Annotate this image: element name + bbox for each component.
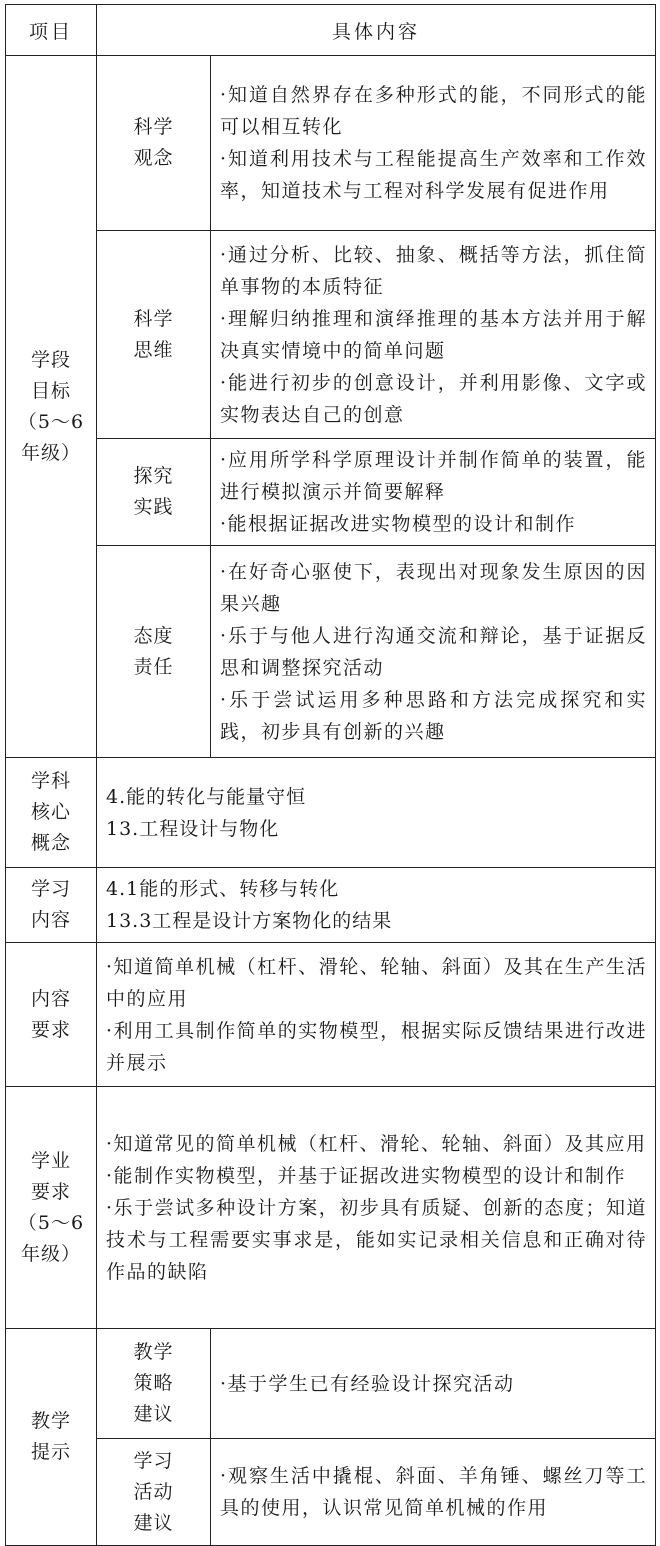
sublabel-science-concept: 科学 观念 (97, 56, 211, 231)
core-concepts-row (6, 758, 656, 868)
content-teaching-strategy: ·基于学生已有经验设计探究活动 (211, 1329, 656, 1439)
tips-row-learning-activity (6, 1439, 656, 1546)
academic-requirements-row (6, 1087, 656, 1329)
header-item: 项目 (6, 5, 97, 56)
learning-content-label: 学习 内容 (6, 868, 97, 943)
goal-row-science-concept (6, 56, 656, 231)
sublabel-teaching-strategy: 教学 策略 建议 (97, 1329, 211, 1439)
learning-content-content: 4.1能的形式、转移与转化 13.3工程是设计方案物化的结果 (97, 868, 656, 943)
stage-goals-label: 学段 目标 （5～6 年级） (6, 56, 97, 758)
curriculum-table (5, 4, 656, 1546)
goal-row-science-thinking (6, 231, 656, 439)
content-learning-activity: ·观察生活中撬棍、斜面、羊角锤、螺丝刀等工具的使用，认识常见简单机械的作用 (211, 1439, 656, 1546)
sublabel-science-thinking: 科学 思维 (97, 231, 211, 439)
academic-requirements-content: ·知道常见的简单机械（杠杆、滑轮、轮轴、斜面）及其应用 ·能制作实物模型，并基于证据改进实物模型的设计和制作 ·乐于尝试多种设计方案，初步具有质疑、创新的态度；知道技术与工程需要实事求是，能如实记录相关信息和正确对待作品的缺陷 (97, 1087, 656, 1329)
content-science-concept: ·知道自然界存在多种形式的能，不同形式的能可以相互转化 ·知道利用技术与工程能提高生产效率和工作效率，知道技术与工程对科学发展有促进作用 (211, 56, 656, 231)
sublabel-learning-activity: 学习 活动 建议 (97, 1439, 211, 1546)
tips-row-teaching-strategy (6, 1329, 656, 1439)
content-attitude-responsibility: ·在好奇心驱使下，表现出对现象发生原因的因果兴趣 ·乐于与他人进行沟通交流和辩论，基于证据反思和调整探究活动 ·乐于尝试运用多种思路和方法完成探究和实践，初步具有创新的兴趣 (211, 546, 656, 758)
academic-requirements-label: 学业 要求 （5～6 年级） (6, 1087, 97, 1329)
header-content: 具体内容 (97, 5, 656, 56)
content-inquiry-practice: ·应用所学科学原理设计并制作简单的装置，能进行模拟演示并简要解释 ·能根据证据改进实物模型的设计和制作 (211, 439, 656, 546)
goal-row-attitude-responsibility (6, 546, 656, 758)
sublabel-attitude-responsibility: 态度 责任 (97, 546, 211, 758)
core-concepts-label: 学科 核心 概念 (6, 758, 97, 868)
core-concepts-content: 4.能的转化与能量守恒 13.工程设计与物化 (97, 758, 656, 868)
sublabel-inquiry-practice: 探究 实践 (97, 439, 211, 546)
content-requirements-content: ·知道简单机械（杠杆、滑轮、轮轴、斜面）及其在生产生活中的应用 ·利用工具制作简单的实物模型，根据实际反馈结果进行改进并展示 (97, 943, 656, 1087)
teaching-tips-label: 教学 提示 (6, 1329, 97, 1546)
goal-row-inquiry-practice (6, 439, 656, 546)
content-science-thinking: ·通过分析、比较、抽象、概括等方法，抓住简单事物的本质特征 ·理解归纳推理和演绎推理的基本方法并用于解决真实情境中的简单问题 ·能进行初步的创意设计，并利用影像、文字或实物表达自己的创意 (211, 231, 656, 439)
header-row (6, 5, 656, 56)
content-requirements-label: 内容 要求 (6, 943, 97, 1087)
learning-content-row (6, 868, 656, 943)
content-requirements-row (6, 943, 656, 1087)
